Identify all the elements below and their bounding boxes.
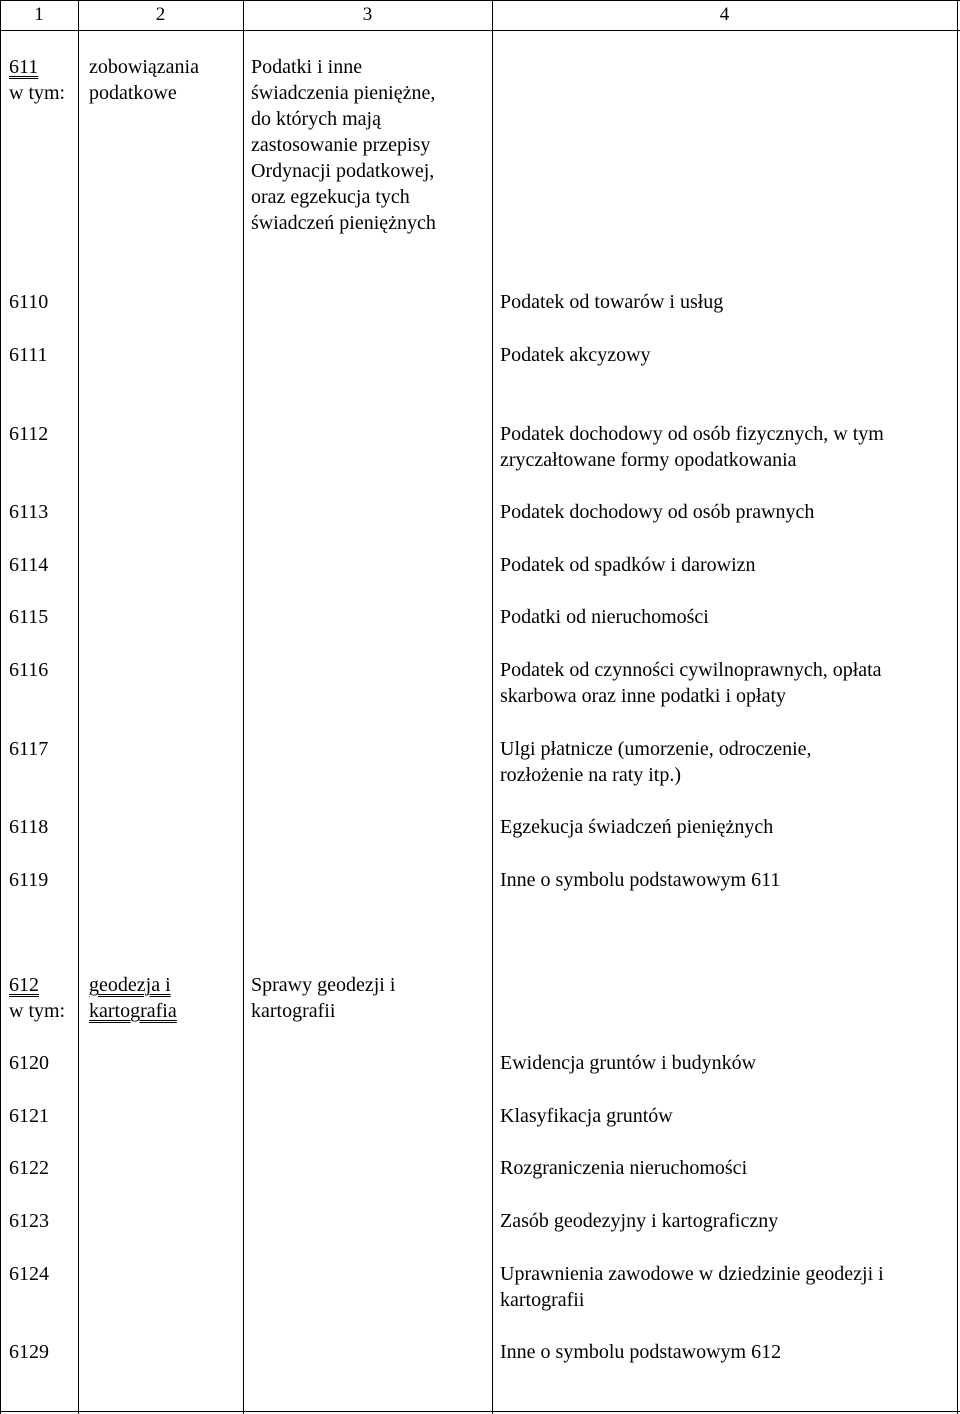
section-description-line: Podatki i inne [251, 56, 363, 78]
item-description: Zasób geodezyjny i kartograficzny [500, 1210, 779, 1232]
item-code: 6119 [9, 869, 49, 891]
section-code: 612 [9, 974, 39, 996]
item-code: 6118 [9, 816, 49, 838]
section-description-line: do których mają [251, 108, 381, 130]
section-name-line: kartografia [89, 1000, 177, 1022]
item-code: 6116 [9, 659, 49, 681]
column-divider-1 [78, 0, 79, 1414]
header-col-4: 4 [719, 4, 730, 25]
item-description: kartografii [500, 1289, 585, 1311]
header-col-3: 3 [362, 4, 373, 25]
item-description: Ulgi płatnicze (umorzenie, odroczenie, [500, 738, 812, 760]
section-code: 611 [9, 56, 39, 78]
item-description: Inne o symbolu podstawowym 612 [500, 1341, 782, 1363]
item-code: 6124 [9, 1263, 49, 1285]
item-description: Inne o symbolu podstawowym 611 [500, 869, 781, 891]
section-description-line: Ordynacji podatkowej, [251, 160, 435, 182]
item-description: Egzekucja świadczeń pieniężnych [500, 816, 774, 838]
header-row-divider [0, 30, 960, 31]
item-description: Ewidencja gruntów i budynków [500, 1052, 757, 1074]
section-code-note: w tym: [9, 82, 66, 104]
item-description: Klasyfikacja gruntów [500, 1105, 673, 1127]
section-name-line: geodezja i [89, 974, 171, 996]
table-top-border [0, 0, 960, 1]
header-col-2: 2 [155, 4, 166, 25]
section-description-line: świadczenia pieniężne, [251, 82, 436, 104]
item-code: 6115 [9, 606, 49, 628]
column-divider-3 [492, 0, 493, 1414]
section-description-line: Sprawy geodezji i [251, 974, 396, 996]
item-description: Podatki od nieruchomości [500, 606, 709, 628]
item-description: zryczałtowane formy opodatkowania [500, 449, 797, 471]
table-bottom-border [0, 1411, 960, 1412]
section-description-line: kartografii [251, 1000, 336, 1022]
item-code: 6122 [9, 1157, 49, 1179]
section-description-line: zastosowanie przepisy [251, 134, 431, 156]
item-description: rozłożenie na raty itp.) [500, 764, 682, 786]
item-description: Podatek akcyzowy [500, 344, 651, 366]
section-description-line: świadczeń pieniężnych [251, 212, 436, 234]
item-description: Uprawnienia zawodowe w dziedzinie geodezji i [500, 1263, 884, 1285]
column-divider-left-edge [0, 0, 1, 1414]
item-description: Podatek od czynności cywilnoprawnych, opłata [500, 659, 882, 681]
item-description: Podatek dochodowy od osób fizycznych, w tym [500, 423, 884, 445]
item-code: 6110 [9, 291, 49, 313]
header-col-1: 1 [34, 4, 44, 25]
item-code: 6114 [9, 554, 49, 576]
item-description: Rozgraniczenia nieruchomości [500, 1157, 748, 1179]
item-code: 6112 [9, 423, 49, 445]
item-code: 6123 [9, 1210, 49, 1232]
item-code: 6117 [9, 738, 49, 760]
item-code: 6120 [9, 1052, 49, 1074]
column-divider-2 [243, 0, 244, 1414]
item-description: Podatek od spadków i darowizn [500, 554, 756, 576]
section-description-line: oraz egzekucja tych [251, 186, 410, 208]
section-name-line: podatkowe [89, 82, 177, 104]
item-code: 6113 [9, 501, 49, 523]
item-description: skarbowa oraz inne podatki i opłaty [500, 685, 787, 707]
item-code: 6111 [9, 344, 48, 366]
item-description: Podatek od towarów i usług [500, 291, 724, 313]
section-name-line: zobowiązania [89, 56, 199, 78]
item-description: Podatek dochodowy od osób prawnych [500, 501, 815, 523]
item-code: 6129 [9, 1341, 49, 1363]
item-code: 6121 [9, 1105, 49, 1127]
section-code-note: w tym: [9, 1000, 66, 1022]
column-divider-right-edge [957, 0, 958, 1414]
